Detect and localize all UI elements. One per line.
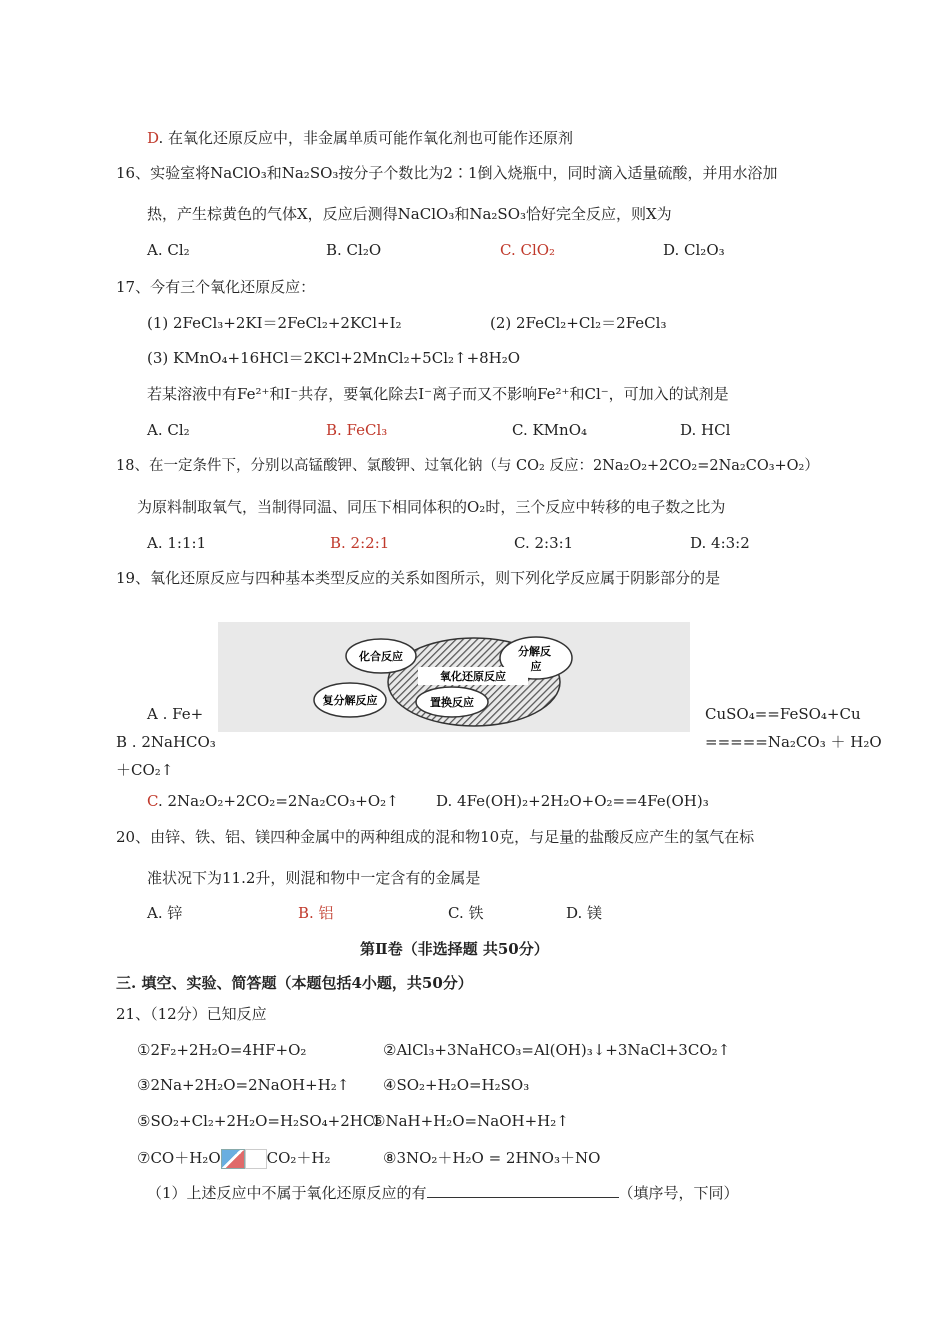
sub1-prompt: （1）上述反应中不属于氧化还原反应的有 (147, 1184, 427, 1202)
q19-option-a-left: A . Fe+ (147, 705, 204, 723)
q19-option-a-right: CuSO₄==FeSO₄+Cu (705, 705, 861, 723)
q19-option-b-tail: ＋CO₂↑ (116, 761, 174, 779)
q20-option-d: D. 镁 (566, 904, 603, 922)
q16-option-d: D. Cl₂O₃ (663, 241, 725, 259)
part-3-title: 三. 填空、实验、简答题（本题包括4小题，共50分） (116, 974, 473, 992)
answer-letter: D (147, 129, 159, 147)
q16-stem-line2: 热，产生棕黄色的气体X，反应后测得NaClO₃和Na₂SO₃恰好完全反应，则X为 (147, 205, 672, 223)
label-replacement: 置换反应 (430, 696, 474, 709)
q21-eq-8: ⑧3NO₂＋H₂O = 2HNO₃＋NO (383, 1149, 601, 1167)
label-decomposition: 分解反 (518, 645, 551, 658)
q16-option-b: B. Cl₂O (326, 241, 382, 259)
q19-option-b-right: =====Na₂CO₃ ＋ H₂O (705, 733, 882, 751)
label-combination: 化合反应 (359, 650, 403, 663)
q20-stem-line2: 准状况下为11.2升，则混和物中一定含有的金属是 (147, 869, 481, 887)
image-placeholder (245, 1149, 267, 1169)
q16-stem-line1: 16、实验室将NaClO₃和Na₂SO₃按分子个数比为2∶1倒入烧瓶中，同时滴入适量硫酸，并用水浴加 (116, 164, 778, 182)
q17-question: 若某溶液中有Fe²⁺和I⁻共存，要氧化除去I⁻离子而又不影响Fe²⁺和Cl⁻，可加入的试剂是 (147, 385, 729, 403)
label-redox: 氧化还原反应 (440, 670, 506, 683)
q21-eq-7 (137, 1148, 331, 1169)
venn-diagram (218, 622, 690, 732)
option-text: . 2Na₂O₂+2CO₂=2Na₂CO₃+O₂↑ (157, 792, 399, 810)
q15-option-d (147, 128, 573, 148)
sub1-note: （填序号，下同） (618, 1184, 739, 1202)
q20-option-b: B. 铝 (298, 904, 334, 922)
label-double-decomposition: 复分解反应 (322, 694, 378, 707)
q18-stem-line2: 为原料制取氧气，当制得同温、同压下相同体积的O₂时，三个反应中转移的电子数之比为 (137, 498, 726, 516)
q17-option-b: B. FeCl₃ (326, 421, 388, 439)
q18-option-d: D. 4:3:2 (690, 534, 750, 552)
q19-option-c (147, 791, 399, 811)
answer-blank[interactable] (427, 1183, 619, 1198)
q18-option-a: A. 1:1:1 (147, 534, 207, 552)
eq7-products: CO₂＋H₂ (266, 1149, 331, 1167)
q21-eq-3: ③2Na+2H₂O=2NaOH+H₂↑ (137, 1076, 350, 1094)
q17-reaction-2: (2) 2FeCl₂+Cl₂＝2FeCl₃ (490, 314, 667, 332)
q16-option-a: A. Cl₂ (147, 241, 190, 259)
q18-option-c: C. 2:3:1 (514, 534, 574, 552)
q20-stem-line1: 20、由锌、铁、铝、镁四种金属中的两种组成的混和物10克，与足量的盐酸反应产生的氢气在标 (116, 828, 755, 846)
broken-image-icon (221, 1149, 245, 1169)
q19-stem: 19、氧化还原反应与四种基本类型反应的关系如图所示，则下列化学反应属于阴影部分的是 (116, 569, 721, 587)
label-decomposition-2: 应 (530, 660, 542, 673)
q21-stem: 21、（12分）已知反应 (116, 1005, 267, 1023)
q21-sub-1 (147, 1183, 739, 1203)
q17-option-c: C. KMnO₄ (512, 421, 588, 439)
option-text: . 在氧化还原反应中，非金属单质可能作氧化剂也可能作还原剂 (158, 129, 574, 147)
section-2-title: 第Ⅱ卷（非选择题 共50分） (360, 940, 549, 958)
q16-option-c: C. ClO₂ (500, 241, 556, 259)
q17-option-a: A. Cl₂ (147, 421, 190, 439)
q17-reaction-3: (3) KMnO₄+16HCl＝2KCl+2MnCl₂+5Cl₂↑+8H₂O (147, 349, 521, 367)
q17-reaction-1: (1) 2FeCl₃+2KI＝2FeCl₂+2KCl+I₂ (147, 314, 402, 332)
q17-option-d: D. HCl (680, 421, 731, 439)
q21-eq-4: ④SO₂+H₂O=H₂SO₃ (383, 1076, 530, 1094)
venn-svg (218, 622, 690, 732)
q20-option-c: C. 铁 (448, 904, 484, 922)
q19-option-b-left: B . 2NaHCO₃ (116, 733, 216, 751)
q18-stem-line1: 18、在一定条件下，分别以高锰酸钾、氯酸钾、过氧化钠（与 CO₂ 反应：2Na₂O₂+2CO₂=2Na₂CO₃+O₂） (116, 458, 819, 474)
q21-eq-1: ①2F₂+2H₂O=4HF+O₂ (137, 1041, 307, 1059)
q17-stem: 17、今有三个氧化还原反应： (116, 278, 316, 296)
q19-option-d: D. 4Fe(OH)₂+2H₂O+O₂==4Fe(OH)₃ (436, 792, 709, 810)
q20-option-a: A. 锌 (147, 904, 183, 922)
q21-eq-5: ⑤SO₂+Cl₂+2H₂O=H₂SO₄+2HCl (137, 1112, 380, 1130)
q18-option-b: B. 2:2:1 (330, 534, 390, 552)
q21-eq-2: ②AlCl₃+3NaHCO₃=Al(OH)₃↓+3NaCl+3CO₂↑ (383, 1041, 731, 1059)
eq7-reactants: ⑦CO＋H₂O (137, 1149, 221, 1167)
q21-eq-6: ⑥NaH+H₂O=NaOH+H₂↑ (372, 1112, 569, 1130)
answer-letter: C (147, 792, 158, 810)
